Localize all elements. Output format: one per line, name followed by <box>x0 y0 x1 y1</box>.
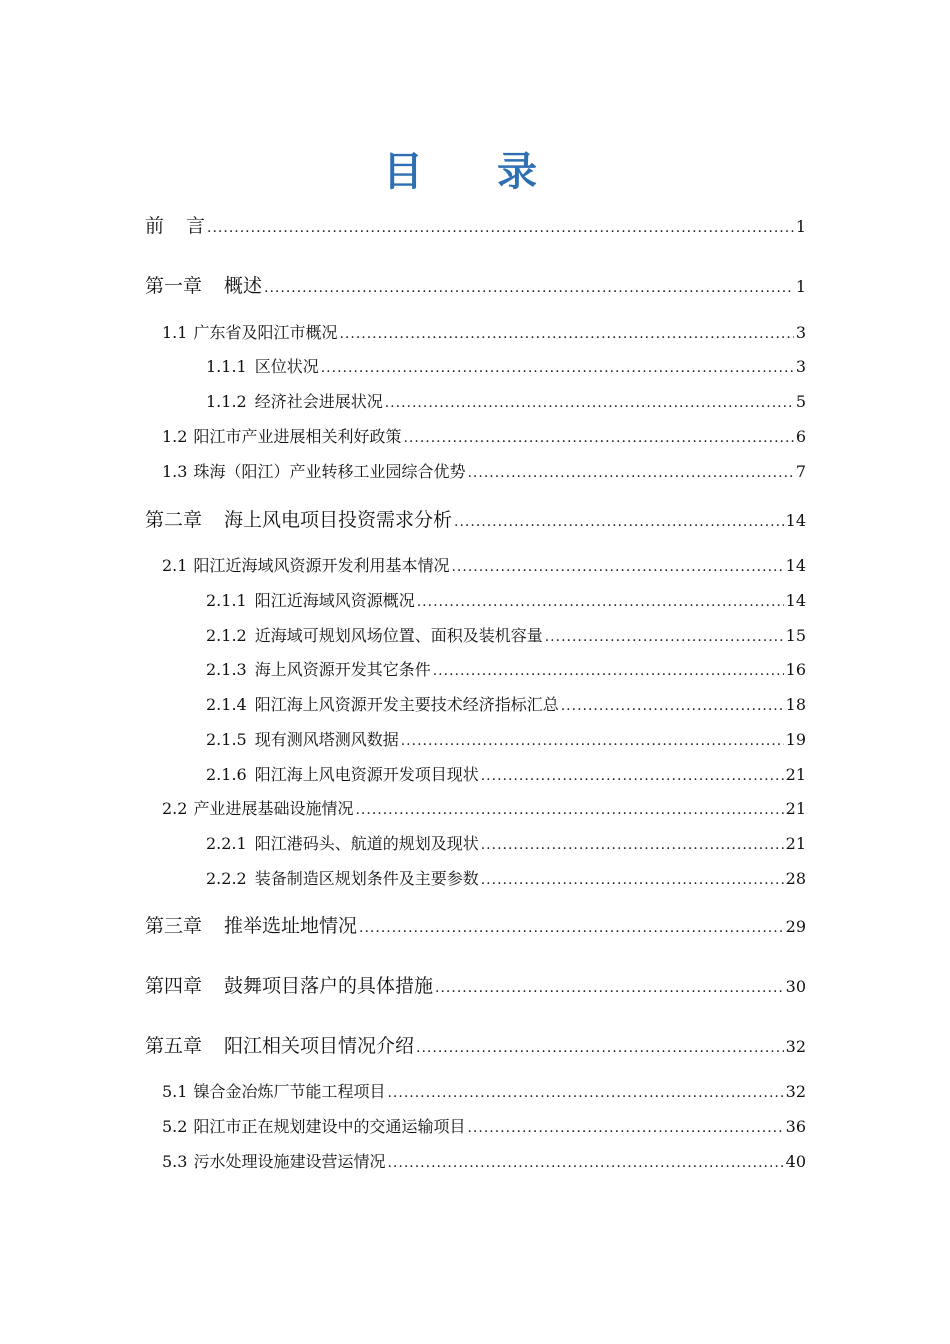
toc-entry-title: 近海域可规划风场位置、面积及装机容量 <box>254 626 543 645</box>
toc-entry-page: 16 <box>785 660 806 679</box>
toc-entry-number: 2.1.1 <box>206 591 247 610</box>
toc-entry-title: 广东省及阳江市概况 <box>193 323 338 342</box>
toc-entry-number: 第二章 <box>145 509 203 531</box>
toc-entry-1-3[interactable] <box>162 459 806 482</box>
toc-entry-page: 19 <box>785 730 806 749</box>
toc-entry-number: 2.1 <box>162 556 188 575</box>
toc-entry-title: 阳江市产业进展相关利好政策 <box>193 427 402 446</box>
toc-leader-dots <box>435 980 784 996</box>
toc-entry-title: 言 <box>186 215 206 237</box>
toc-entry-title: 阳江港码头、航道的规划及现状 <box>254 834 479 853</box>
toc-entry-5-3[interactable] <box>162 1149 806 1172</box>
toc-entry-1-1-2[interactable] <box>206 389 806 412</box>
toc-leader-dots <box>339 326 793 342</box>
toc-leader-dots <box>481 768 784 784</box>
toc-entry-page: 14 <box>785 591 806 610</box>
toc-entry-number: 2.2.2 <box>206 869 247 888</box>
page-title: 目 录 <box>383 149 567 195</box>
toc-entry-page: 30 <box>785 977 806 996</box>
toc-entry-page: 32 <box>785 1037 806 1056</box>
toc-entry-title: 现有测风塔测风数据 <box>254 730 399 749</box>
toc-entry-number: 2.2 <box>162 799 188 818</box>
toc-leader-dots <box>454 514 784 530</box>
toc-leader-dots <box>207 220 794 236</box>
toc-entry-number: 1.1 <box>162 323 188 342</box>
toc-entry-number: 2.1.3 <box>206 660 247 679</box>
toc-entry-title: 产业进展基础设施情况 <box>193 799 354 818</box>
toc-entry-2-2-1[interactable] <box>206 831 806 854</box>
toc-entry-page: 14 <box>785 511 806 530</box>
toc-entry-page: 21 <box>785 799 806 818</box>
toc-entry-page: 15 <box>785 626 806 645</box>
toc-leader-dots <box>403 430 793 446</box>
toc-entry-2-1-1[interactable] <box>206 588 806 611</box>
toc-entry-number: 1.1.2 <box>206 392 247 411</box>
toc-entry-2-1-2[interactable] <box>206 623 806 646</box>
toc-entry-title: 装备制造区规划条件及主要参数 <box>254 869 479 888</box>
toc-leader-dots <box>481 837 784 853</box>
toc-entry-title: 镍合金冶炼厂节能工程项目 <box>193 1082 386 1101</box>
toc-leader-dots <box>467 1120 783 1136</box>
toc-entry-title: 海上风电项目投资需求分析 <box>224 509 453 531</box>
toc-entry-title: 阳江相关项目情况介绍 <box>224 1035 415 1057</box>
toc-entry-chapter-5[interactable] <box>145 1031 806 1058</box>
toc-leader-dots <box>561 698 784 714</box>
toc-entry-1-1[interactable] <box>162 320 806 343</box>
toc-leader-dots <box>385 395 794 411</box>
toc-leader-dots <box>467 465 793 481</box>
toc-entry-title: 阳江近海域风资源开发利用基本情况 <box>193 556 450 575</box>
toc-entry-title: 阳江海上风电资源开发项目现状 <box>254 765 479 784</box>
toc-entry-chapter-4[interactable] <box>145 971 806 998</box>
toc-entry-title: 阳江近海域风资源概况 <box>254 591 415 610</box>
toc-leader-dots <box>264 280 794 296</box>
toc-entry-number: 5.1 <box>162 1082 188 1101</box>
toc-entry-page: 5 <box>795 392 806 411</box>
toc-entry-number: 1.3 <box>162 462 188 481</box>
toc-entry-number: 5.3 <box>162 1152 188 1171</box>
toc-entry-chapter-1[interactable] <box>145 271 806 298</box>
toc-entry-number: 5.2 <box>162 1117 188 1136</box>
toc-entry-2-1-5[interactable] <box>206 727 806 750</box>
toc-entry-1-1-1[interactable] <box>206 354 806 377</box>
toc-entry-number: 第一章 <box>145 275 203 297</box>
toc-entry-title: 海上风资源开发其它条件 <box>254 660 431 679</box>
toc-entry-2-2[interactable] <box>162 796 806 819</box>
toc-entry-5-1[interactable] <box>162 1079 806 1102</box>
toc-entry-page: 14 <box>785 556 806 575</box>
toc-entry-5-2[interactable] <box>162 1114 806 1137</box>
toc-entry-number: 2.2.1 <box>206 834 247 853</box>
toc-entry-number: 第三章 <box>145 915 203 937</box>
toc-leader-dots <box>433 663 784 679</box>
toc-entry-title: 阳江海上风资源开发主要技术经济指标汇总 <box>254 695 559 714</box>
toc-entry-2-1-4[interactable] <box>206 692 806 715</box>
toc-entry-title: 鼓舞项目落户的具体措施 <box>224 975 434 997</box>
toc-leader-dots <box>387 1155 783 1171</box>
toc-entry-page: 36 <box>785 1117 806 1136</box>
toc-entry-title: 经济社会进展状况 <box>254 392 383 411</box>
toc-entry-page: 32 <box>785 1082 806 1101</box>
toc-entry-2-1-6[interactable] <box>206 762 806 785</box>
toc-entry-page: 3 <box>795 323 806 342</box>
toc-entry-number: 2.1.4 <box>206 695 247 714</box>
toc-entry-number: 1.1.1 <box>206 357 247 376</box>
toc-leader-dots <box>321 360 794 376</box>
toc-entry-page: 7 <box>795 462 806 481</box>
toc-entry-2-1-3[interactable] <box>206 657 806 680</box>
toc-entry-title: 区位状况 <box>254 357 319 376</box>
toc-entry-page: 1 <box>795 277 806 296</box>
toc-leader-dots <box>416 1040 784 1056</box>
toc-leader-dots <box>481 872 784 888</box>
toc-entry-chapter-2[interactable] <box>145 505 806 532</box>
toc-leader-dots <box>417 594 784 610</box>
toc-entry-number: 2.1.2 <box>206 626 247 645</box>
toc-entry-page: 18 <box>785 695 806 714</box>
toc-entry-title: 概述 <box>224 275 263 297</box>
toc-entry-number: 1.2 <box>162 427 188 446</box>
toc-entry-page: 29 <box>785 917 806 936</box>
toc-entry-title: 推举选址地情况 <box>224 915 358 937</box>
toc-leader-dots <box>545 629 784 645</box>
toc-entry-2-2-2[interactable] <box>206 866 806 889</box>
toc-leader-dots <box>355 802 783 818</box>
toc-entry-title: 污水处理设施建设营运情况 <box>193 1152 386 1171</box>
toc-entry-title: 珠海（阳江）产业转移工业园综合优势 <box>193 462 466 481</box>
toc-leader-dots <box>359 920 784 936</box>
toc-entry-number: 2.1.6 <box>206 765 247 784</box>
toc-leader-dots <box>401 733 784 749</box>
toc-entry-page: 3 <box>795 357 806 376</box>
toc-entry-1-2[interactable] <box>162 424 806 447</box>
toc-entry-preface[interactable] <box>145 211 806 238</box>
toc-entry-chapter-3[interactable] <box>145 911 806 938</box>
toc-entry-page: 28 <box>785 869 806 888</box>
toc-entry-number: 第五章 <box>145 1035 203 1057</box>
toc-entry-page: 40 <box>785 1152 806 1171</box>
toc-entry-2-1[interactable] <box>162 553 806 576</box>
toc-entry-page: 21 <box>785 765 806 784</box>
toc-leader-dots <box>451 559 783 575</box>
toc-entry-number: 前 <box>145 215 165 237</box>
toc-entry-number: 2.1.5 <box>206 730 247 749</box>
toc-entry-page: 6 <box>795 427 806 446</box>
toc-entry-page: 1 <box>795 217 806 236</box>
toc-leader-dots <box>387 1085 783 1101</box>
toc-entry-title: 阳江市正在规划建设中的交通运输项目 <box>193 1117 466 1136</box>
toc-entry-number: 第四章 <box>145 975 203 997</box>
toc-entry-page: 21 <box>785 834 806 853</box>
